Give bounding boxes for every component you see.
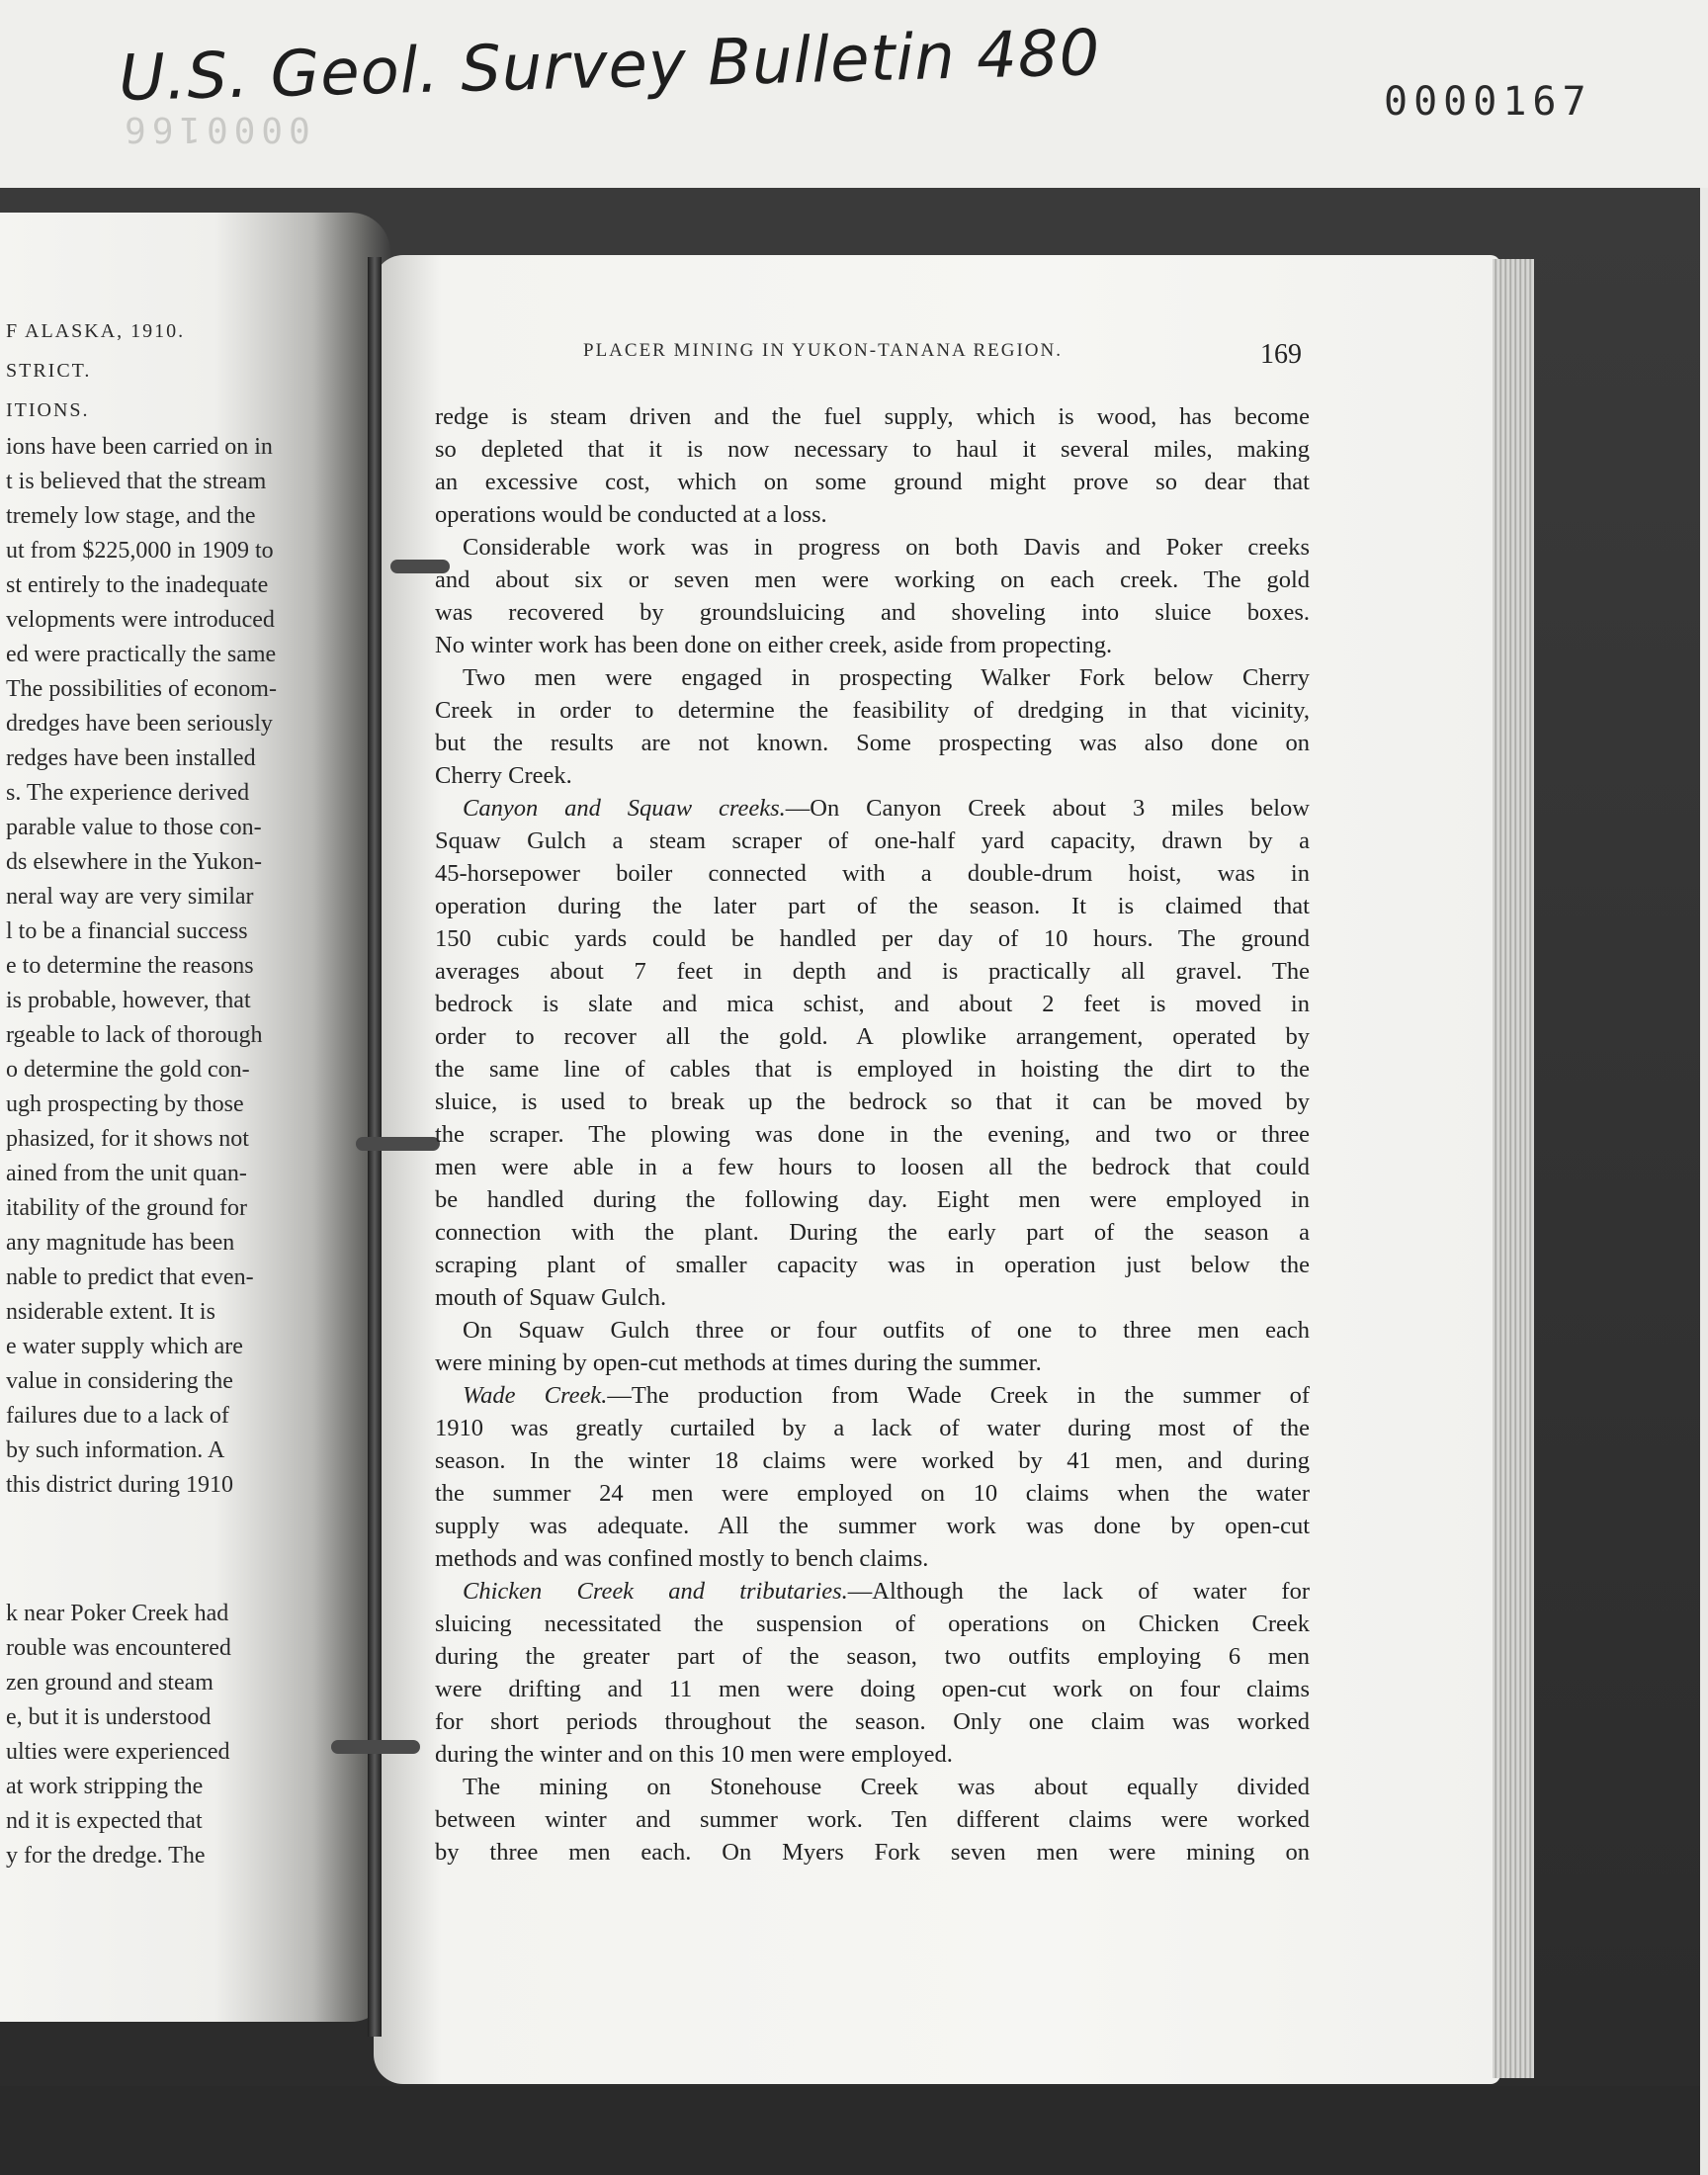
left-page-line: t is believed that the stream	[6, 469, 267, 494]
paragraph-line: 45-horsepower boiler connected with a double-drum hoist, was in	[435, 860, 1310, 887]
paragraph-line: during the greater part of the season, two outfits employing 6 men	[435, 1643, 1310, 1670]
left-page-line: e to determine the reasons	[6, 953, 254, 979]
left-page-line: failures due to a lack of	[6, 1403, 229, 1429]
paragraph-lines	[435, 1412, 1310, 1575]
left-page-line: this district during 1910	[6, 1472, 233, 1498]
paragraph-line: men were able in a few hours to loosen all the bedrock that could	[435, 1154, 1310, 1180]
left-page-line: value in considering the	[6, 1368, 233, 1394]
section-lead: —On Canyon Creek about 3 miles below	[785, 795, 1310, 822]
section-lead: —Although the lack of water for	[847, 1578, 1310, 1605]
left-page-header: F ALASKA, 1910.	[6, 320, 186, 342]
paragraph-line: Cherry Creek.	[435, 762, 572, 789]
left-page-line: ions have been carried on in	[6, 434, 273, 460]
running-head: PLACER MINING IN YUKON-TANANA REGION.	[583, 340, 1063, 361]
paragraph-line: the summer 24 men were employed on 10 claims when the water	[435, 1480, 1310, 1507]
left-page-line: ulties were experienced	[6, 1739, 230, 1765]
paragraph-line: Considerable work was in progress on both Davis and Poker creeks	[463, 534, 1310, 561]
page-number: 169	[1260, 339, 1302, 370]
paragraph-line	[435, 1379, 1310, 1412]
left-page-line: rouble was encountered	[6, 1635, 231, 1661]
paragraph-line: sluicing necessitated the suspension of operations on Chicken Creek	[435, 1610, 1310, 1637]
section-heading: Canyon and Squaw creeks.	[463, 795, 786, 822]
paragraph-line: No winter work has been done on either creek, aside from propecting.	[435, 632, 1113, 658]
paper-clip	[331, 1740, 420, 1754]
left-page-line: zen ground and steam	[6, 1670, 214, 1696]
left-page-text	[6, 311, 382, 1873]
left-page-line: o determine the gold con-	[6, 1057, 250, 1083]
ghost-stamp-number: 0000166	[119, 109, 310, 149]
paragraph-line: Creek in order to determine the feasibility of dredging in that vicinity,	[435, 697, 1310, 724]
paragraph-line: redge is steam driven and the fuel supply, which is wood, has become	[435, 403, 1310, 430]
paragraph-line: supply was adequate. All the summer work was done by open-cut	[435, 1513, 1310, 1539]
paragraph-line: so depleted that it is now necessary to haul it several miles, making	[435, 436, 1310, 463]
paragraph-line: Two men were engaged in prospecting Walker Fork below Cherry	[463, 664, 1310, 691]
paragraph-line: operation during the later part of the season. It is claimed that	[435, 893, 1310, 919]
left-page-line: The possibilities of econom-	[6, 676, 277, 702]
page-body	[435, 400, 1310, 1869]
paragraph-line: the scraper. The plowing was done in the evening, and two or three	[435, 1121, 1310, 1148]
left-page-line: at work stripping the	[6, 1774, 204, 1799]
left-page-line: l to be a financial success	[6, 918, 248, 944]
left-page-line: rgeable to lack of thorough	[6, 1022, 263, 1048]
left-page-line: k near Poker Creek had	[6, 1601, 229, 1626]
section-heading: Wade Creek.	[463, 1382, 608, 1409]
paragraph-line: were mining by open-cut methods at times during the summer.	[435, 1349, 1042, 1376]
paragraph-line: between winter and summer work. Ten different claims were worked	[435, 1806, 1310, 1833]
paragraph-line: but the results are not known. Some prospecting was also done on	[435, 730, 1310, 756]
left-page-line: is probable, however, that	[6, 988, 251, 1013]
left-page-line: itability of the ground for	[6, 1195, 247, 1221]
paragraph-line: 150 cubic yards could be handled per day of 10 hours. The ground	[435, 925, 1310, 952]
left-page-line: ut from $225,000 in 1909 to	[6, 538, 274, 564]
section-heading: Chicken Creek and tributaries.	[463, 1578, 848, 1605]
paragraph	[435, 661, 1310, 792]
left-page-line: neral way are very similar	[6, 884, 254, 910]
paragraph	[435, 1379, 1310, 1575]
paragraph-line: averages about 7 feet in depth and is practically all gravel. The	[435, 958, 1310, 985]
paragraph-line: The mining on Stonehouse Creek was about equally divided	[463, 1774, 1310, 1800]
paragraph-line: the same line of cables that is employed in hoisting the dirt to the	[435, 1056, 1310, 1083]
left-page-line: nable to predict that even-	[6, 1264, 254, 1290]
paragraph-line	[435, 792, 1310, 825]
page-edges	[1493, 259, 1534, 2078]
left-page-line: nd it is expected that	[6, 1808, 203, 1834]
paragraph-line: be handled during the following day. Eight men were employed in	[435, 1186, 1310, 1213]
left-page-gap	[6, 1562, 382, 1597]
paragraph-line: bedrock is slate and mica schist, and about 2 feet is moved in	[435, 991, 1310, 1017]
left-page-lines-b	[6, 1597, 382, 1873]
left-page-line: ugh prospecting by those	[6, 1091, 244, 1117]
left-page-line: ed were practically the same	[6, 642, 277, 667]
paragraph-line: and about six or seven men were working on each creek. The gold	[435, 566, 1310, 593]
left-page-line: ained from the unit quan-	[6, 1161, 247, 1186]
paragraph-line: during the winter and on this 10 men were employed.	[435, 1741, 953, 1768]
paper-clip	[356, 1137, 440, 1151]
left-page-line: phasized, for it shows not	[6, 1126, 249, 1152]
paragraph	[435, 1314, 1310, 1379]
left-page-lines-a	[6, 430, 382, 1503]
paragraph-line: by three men each. On Myers Fork seven men were mining on	[435, 1839, 1310, 1866]
paragraph-line: Squaw Gulch a steam scraper of one-half yard capacity, drawn by a	[435, 827, 1310, 854]
left-page-line: st entirely to the inadequate	[6, 572, 269, 598]
left-page-line: ds elsewhere in the Yukon-	[6, 849, 263, 875]
left-page-line: dredges have been seriously	[6, 711, 273, 737]
left-page-line: s. The experience derived	[6, 780, 250, 806]
paragraph-line: season. In the winter 18 claims were worked by 41 men, and during	[435, 1447, 1310, 1474]
left-page-line: any magnitude has been	[6, 1230, 235, 1256]
left-page-line: parable value to those con-	[6, 815, 262, 840]
paragraph-line: 1910 was greatly curtailed by a lack of water during most of the	[435, 1415, 1310, 1441]
left-page-subhead: STRICT.	[6, 360, 92, 382]
paragraph	[435, 400, 1310, 531]
handwritten-title: U.S. Geol. Survey Bulletin 480	[118, 17, 1102, 116]
paragraph	[435, 1771, 1310, 1869]
paragraph-line: were drifting and 11 men were doing open-cut work on four claims	[435, 1676, 1310, 1702]
paragraph-line: scraping plant of smaller capacity was in operation just below the	[435, 1252, 1310, 1278]
paragraph-line: On Squaw Gulch three or four outfits of one to three men each	[463, 1317, 1310, 1344]
paragraph-line: connection with the plant. During the early part of the season a	[435, 1219, 1310, 1246]
paragraph-line: sluice, is used to break up the bedrock so that it can be moved by	[435, 1088, 1310, 1115]
left-page-line: nsiderable extent. It is	[6, 1299, 215, 1325]
section-lead: —The production from Wade Creek in the summer of	[607, 1382, 1310, 1409]
paragraph-line: an excessive cost, which on some ground might prove so dear that	[435, 469, 1310, 495]
paragraph-line: methods and was confined mostly to bench claims.	[435, 1545, 929, 1572]
left-page-line: redges have been installed	[6, 745, 256, 771]
paragraph-lines	[435, 1608, 1310, 1771]
document-stamp-number: 0000167	[1384, 79, 1592, 125]
left-page-line: e water supply which are	[6, 1334, 243, 1359]
paragraph-lines	[435, 825, 1310, 1314]
paragraph-line: mouth of Squaw Gulch.	[435, 1284, 667, 1311]
left-page-line: by such information. A	[6, 1437, 225, 1463]
left-page-line: tremely low stage, and the	[6, 503, 256, 529]
paragraph	[435, 531, 1310, 661]
scan-bottom-shadow	[0, 2086, 1700, 2175]
left-page-subhead: ITIONS.	[6, 399, 90, 421]
paragraph	[435, 792, 1310, 1314]
paragraph-line: operations would be conducted at a loss.	[435, 501, 827, 528]
paragraph-line: for short periods throughout the season. Only one claim was worked	[435, 1708, 1310, 1735]
paragraph-line: order to recover all the gold. A plowlike arrangement, operated by	[435, 1023, 1310, 1050]
paragraph	[435, 1575, 1310, 1771]
left-page-gap	[6, 1503, 382, 1562]
left-page-line: y for the dredge. The	[6, 1843, 206, 1869]
left-page-line: e, but it is understood	[6, 1704, 212, 1730]
paragraph-line: was recovered by groundsluicing and shoveling into sluice boxes.	[435, 599, 1310, 626]
left-page-line: velopments were introduced	[6, 607, 275, 633]
paragraph-line	[435, 1575, 1310, 1608]
